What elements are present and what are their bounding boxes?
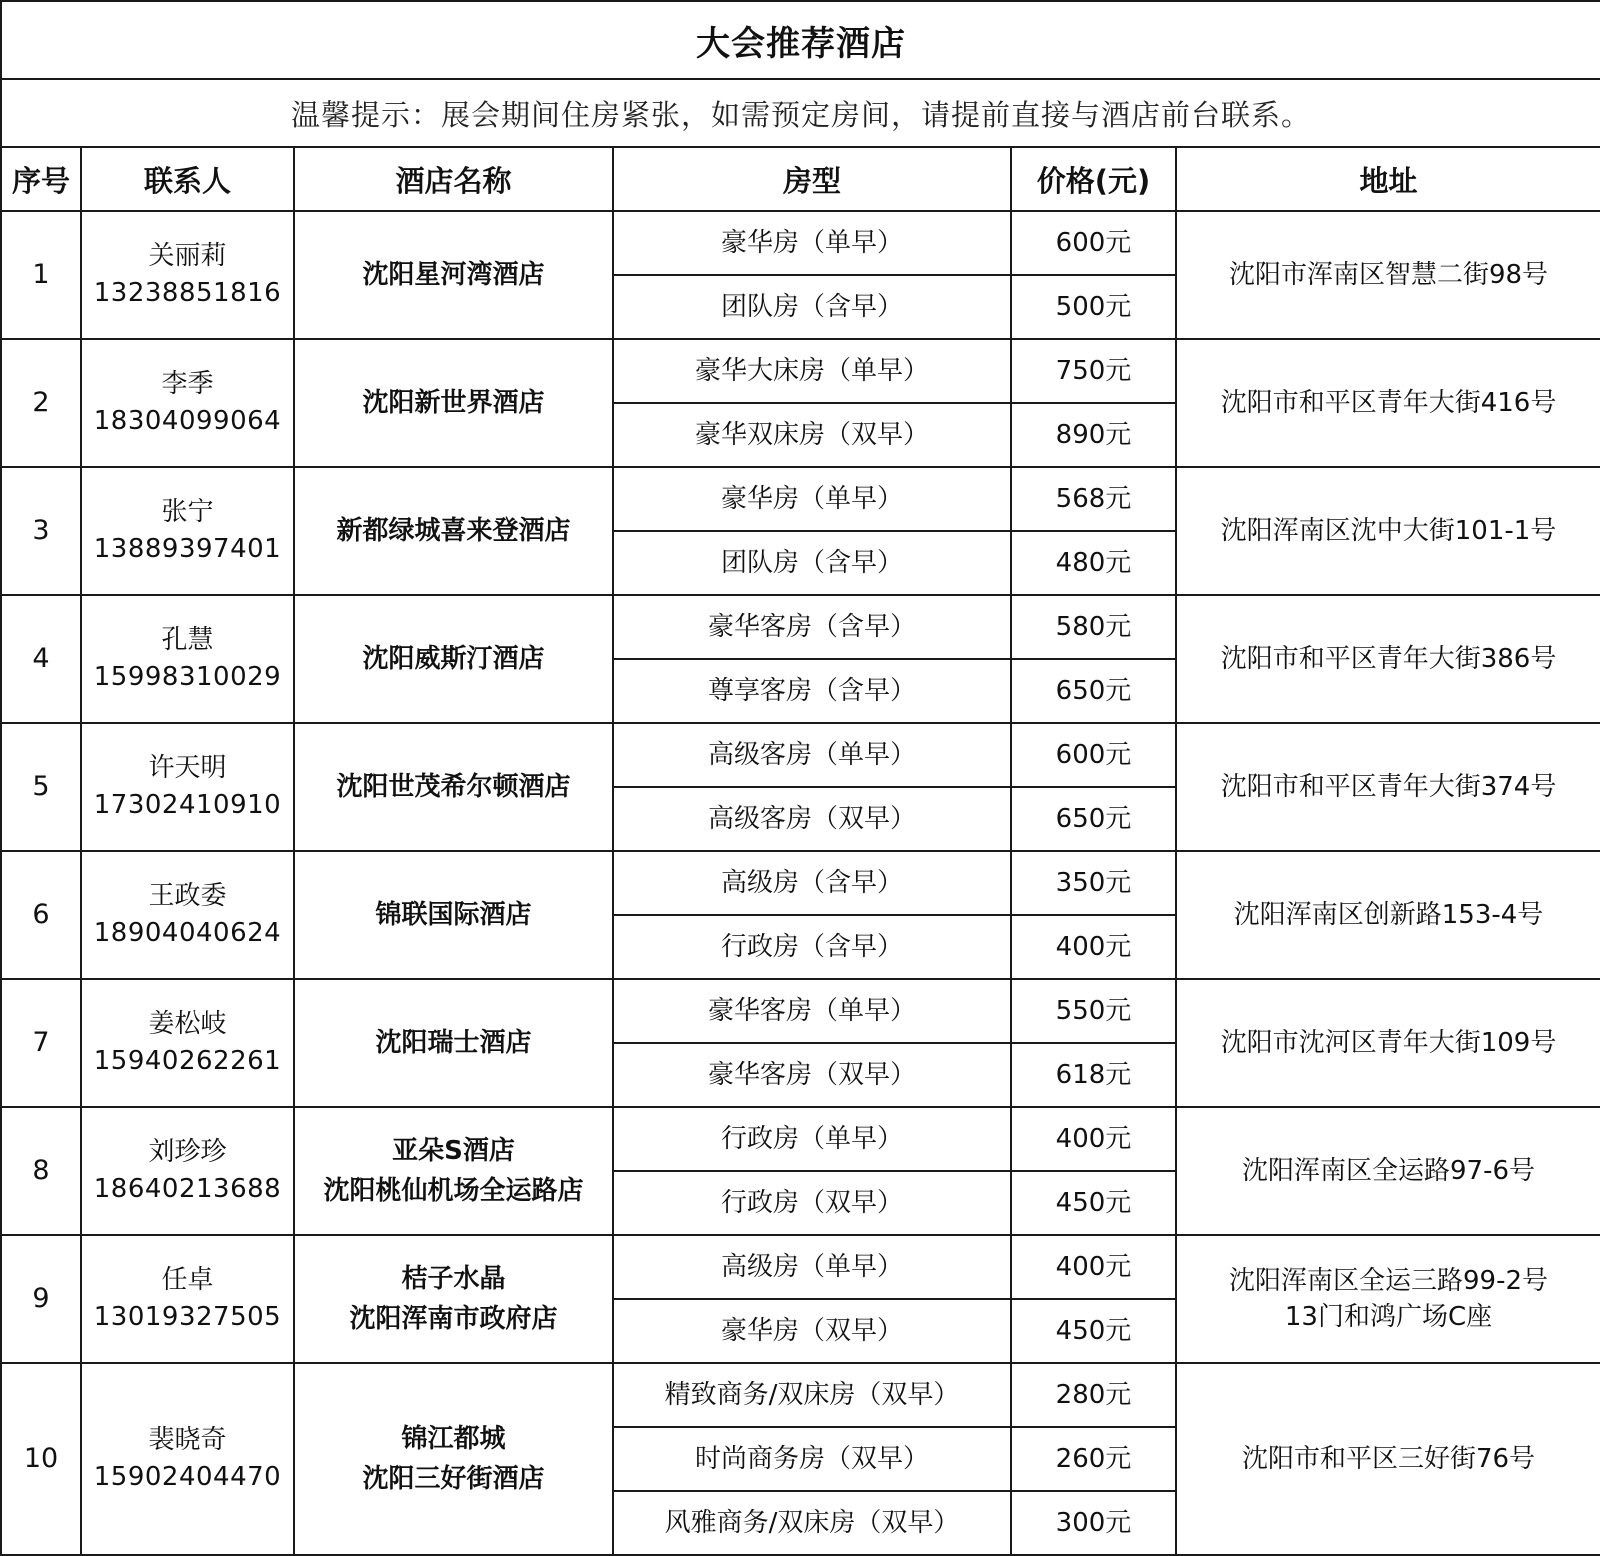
header-price: 价格(元) <box>1011 147 1176 211</box>
contact-cell <box>81 851 294 979</box>
table-row <box>1 979 1600 1043</box>
hotel-address <box>1176 211 1600 339</box>
address-line: 沈阳浑南区创新路153-4号 <box>1233 900 1544 930</box>
hotel-name <box>294 1363 613 1555</box>
header-no: 序号 <box>1 147 81 211</box>
address-line: 沈阳浑南区沈中大街101-1号 <box>1220 516 1557 546</box>
hotel-name-line: 沈阳新世界酒店 <box>362 388 545 418</box>
row-number: 2 <box>1 339 81 467</box>
address-line: 13门和鸿广场C座 <box>1284 1302 1493 1332</box>
hotel-name-line: 沈阳威斯汀酒店 <box>362 644 545 674</box>
address-line: 沈阳市浑南区智慧二街98号 <box>1228 260 1549 290</box>
room-price: 600元 <box>1011 211 1176 275</box>
room-price: 580元 <box>1011 595 1176 659</box>
notice-text: 温馨提示：展会期间住房紧张，如需预定房间，请提前直接与酒店前台联系。 <box>1 79 1600 147</box>
room-price: 350元 <box>1011 851 1176 915</box>
contact-name: 裴晓奇 <box>148 1425 227 1455</box>
contact-phone: 15902404470 <box>93 1462 282 1492</box>
title-row <box>1 1 1600 79</box>
room-type: 行政房（单早） <box>613 1107 1011 1171</box>
room-type: 团队房（含早） <box>613 275 1011 339</box>
room-price: 280元 <box>1011 1363 1176 1427</box>
hotel-name-line: 桔子水晶 <box>401 1264 506 1294</box>
room-type: 尊享客房（含早） <box>613 659 1011 723</box>
room-type: 豪华客房（含早） <box>613 595 1011 659</box>
room-price: 450元 <box>1011 1299 1176 1363</box>
hotel-address <box>1176 851 1600 979</box>
hotel-address <box>1176 1363 1600 1555</box>
hotel-name <box>294 467 613 595</box>
hotel-name-line: 锦联国际酒店 <box>375 900 532 930</box>
row-number: 4 <box>1 595 81 723</box>
room-price: 650元 <box>1011 659 1176 723</box>
row-number: 1 <box>1 211 81 339</box>
hotel-table-body <box>1 211 1600 1555</box>
hotel-name <box>294 1235 613 1363</box>
contact-phone: 17302410910 <box>93 790 282 820</box>
room-type: 精致商务/双床房（双早） <box>613 1363 1011 1427</box>
room-price: 260元 <box>1011 1427 1176 1491</box>
room-price: 550元 <box>1011 979 1176 1043</box>
row-number: 7 <box>1 979 81 1107</box>
table-row <box>1 339 1600 403</box>
room-type: 高级客房（双早） <box>613 787 1011 851</box>
room-type: 豪华双床房（双早） <box>613 403 1011 467</box>
room-price: 618元 <box>1011 1043 1176 1107</box>
contact-phone: 18640213688 <box>93 1174 282 1204</box>
contact-name: 王政委 <box>148 881 227 911</box>
contact-cell <box>81 1235 294 1363</box>
contact-cell <box>81 723 294 851</box>
room-price: 450元 <box>1011 1171 1176 1235</box>
room-type: 行政房（双早） <box>613 1171 1011 1235</box>
table-row <box>1 1235 1600 1299</box>
row-number: 9 <box>1 1235 81 1363</box>
room-type: 团队房（含早） <box>613 531 1011 595</box>
hotel-address <box>1176 979 1600 1107</box>
contact-cell <box>81 979 294 1107</box>
hotel-address <box>1176 1235 1600 1363</box>
contact-phone: 13019327505 <box>93 1302 282 1332</box>
address-line: 沈阳市和平区青年大街374号 <box>1220 772 1557 802</box>
contact-name: 姜松岐 <box>148 1009 227 1039</box>
address-line: 沈阳浑南区全运三路99-2号 <box>1229 1266 1549 1296</box>
table-row <box>1 1107 1600 1171</box>
room-price: 480元 <box>1011 531 1176 595</box>
contact-cell <box>81 1107 294 1235</box>
room-type: 豪华房（单早） <box>613 467 1011 531</box>
table-row <box>1 1363 1600 1427</box>
contact-phone: 18304099064 <box>93 406 282 436</box>
table-row <box>1 595 1600 659</box>
row-number: 3 <box>1 467 81 595</box>
address-line: 沈阳浑南区全运路97-6号 <box>1242 1156 1536 1186</box>
header-address: 地址 <box>1176 147 1600 211</box>
table-row <box>1 851 1600 915</box>
hotel-name <box>294 339 613 467</box>
hotel-address <box>1176 595 1600 723</box>
room-price: 400元 <box>1011 1107 1176 1171</box>
hotel-name-line: 沈阳瑞士酒店 <box>375 1028 532 1058</box>
room-price: 890元 <box>1011 403 1176 467</box>
room-price: 750元 <box>1011 339 1176 403</box>
hotel-name-line: 沈阳星河湾酒店 <box>362 260 545 290</box>
room-price: 400元 <box>1011 1235 1176 1299</box>
notice-row <box>1 79 1600 147</box>
contact-name: 李季 <box>161 369 214 399</box>
room-type: 豪华客房（单早） <box>613 979 1011 1043</box>
room-type: 豪华大床房（单早） <box>613 339 1011 403</box>
contact-phone: 13238851816 <box>93 278 282 308</box>
hotel-name-line: 新都绿城喜来登酒店 <box>336 516 571 546</box>
room-type: 高级房（单早） <box>613 1235 1011 1299</box>
hotel-name-line: 锦江都城 <box>401 1424 506 1454</box>
page-title: 大会推荐酒店 <box>1 1 1600 79</box>
room-type: 高级房（含早） <box>613 851 1011 915</box>
address-line: 沈阳市沈河区青年大街109号 <box>1220 1028 1557 1058</box>
contact-name: 任卓 <box>161 1265 214 1295</box>
contact-cell <box>81 467 294 595</box>
header-room-type: 房型 <box>613 147 1011 211</box>
room-type: 高级客房（单早） <box>613 723 1011 787</box>
room-type: 豪华客房（双早） <box>613 1043 1011 1107</box>
table-row <box>1 211 1600 275</box>
hotel-address <box>1176 723 1600 851</box>
hotel-name <box>294 595 613 723</box>
contact-name: 孔慧 <box>161 625 214 655</box>
hotel-address <box>1176 339 1600 467</box>
room-price: 600元 <box>1011 723 1176 787</box>
hotel-name <box>294 723 613 851</box>
table-row <box>1 467 1600 531</box>
contact-phone: 18904040624 <box>93 918 282 948</box>
address-line: 沈阳市和平区三好街76号 <box>1241 1444 1536 1474</box>
row-number: 6 <box>1 851 81 979</box>
room-price: 568元 <box>1011 467 1176 531</box>
contact-phone: 13889397401 <box>93 534 282 564</box>
contact-name: 张宁 <box>161 497 214 527</box>
hotel-name-line: 沈阳浑南市政府店 <box>349 1304 558 1334</box>
header-contact: 联系人 <box>81 147 294 211</box>
table-row <box>1 723 1600 787</box>
room-type: 豪华房（单早） <box>613 211 1011 275</box>
room-type: 时尚商务房（双早） <box>613 1427 1011 1491</box>
contact-phone: 15940262261 <box>93 1046 282 1076</box>
contact-name: 关丽莉 <box>148 241 227 271</box>
contact-cell <box>81 339 294 467</box>
row-number: 8 <box>1 1107 81 1235</box>
row-number: 10 <box>1 1363 81 1555</box>
hotel-name-line: 沈阳桃仙机场全运路店 <box>323 1176 584 1206</box>
contact-name: 许天明 <box>148 753 227 783</box>
hotel-name-line: 沈阳世茂希尔顿酒店 <box>336 772 571 802</box>
room-type: 行政房（含早） <box>613 915 1011 979</box>
room-price: 300元 <box>1011 1491 1176 1555</box>
header-row <box>1 147 1600 211</box>
address-line: 沈阳市和平区青年大街416号 <box>1220 388 1557 418</box>
hotel-name <box>294 211 613 339</box>
hotel-name <box>294 979 613 1107</box>
room-type: 豪华房（双早） <box>613 1299 1011 1363</box>
contact-cell <box>81 1363 294 1555</box>
hotel-name-line: 沈阳三好街酒店 <box>362 1464 545 1494</box>
room-price: 400元 <box>1011 915 1176 979</box>
hotel-name <box>294 1107 613 1235</box>
hotel-address <box>1176 1107 1600 1235</box>
contact-phone: 15998310029 <box>93 662 282 692</box>
contact-cell <box>81 595 294 723</box>
address-line: 沈阳市和平区青年大街386号 <box>1220 644 1557 674</box>
row-number: 5 <box>1 723 81 851</box>
hotel-name <box>294 851 613 979</box>
room-price: 500元 <box>1011 275 1176 339</box>
contact-name: 刘珍珍 <box>148 1137 227 1167</box>
room-type: 风雅商务/双床房（双早） <box>613 1491 1011 1555</box>
contact-cell <box>81 211 294 339</box>
hotel-address <box>1176 467 1600 595</box>
room-price: 650元 <box>1011 787 1176 851</box>
header-hotel: 酒店名称 <box>294 147 613 211</box>
hotel-name-line: 亚朵S酒店 <box>392 1136 515 1166</box>
